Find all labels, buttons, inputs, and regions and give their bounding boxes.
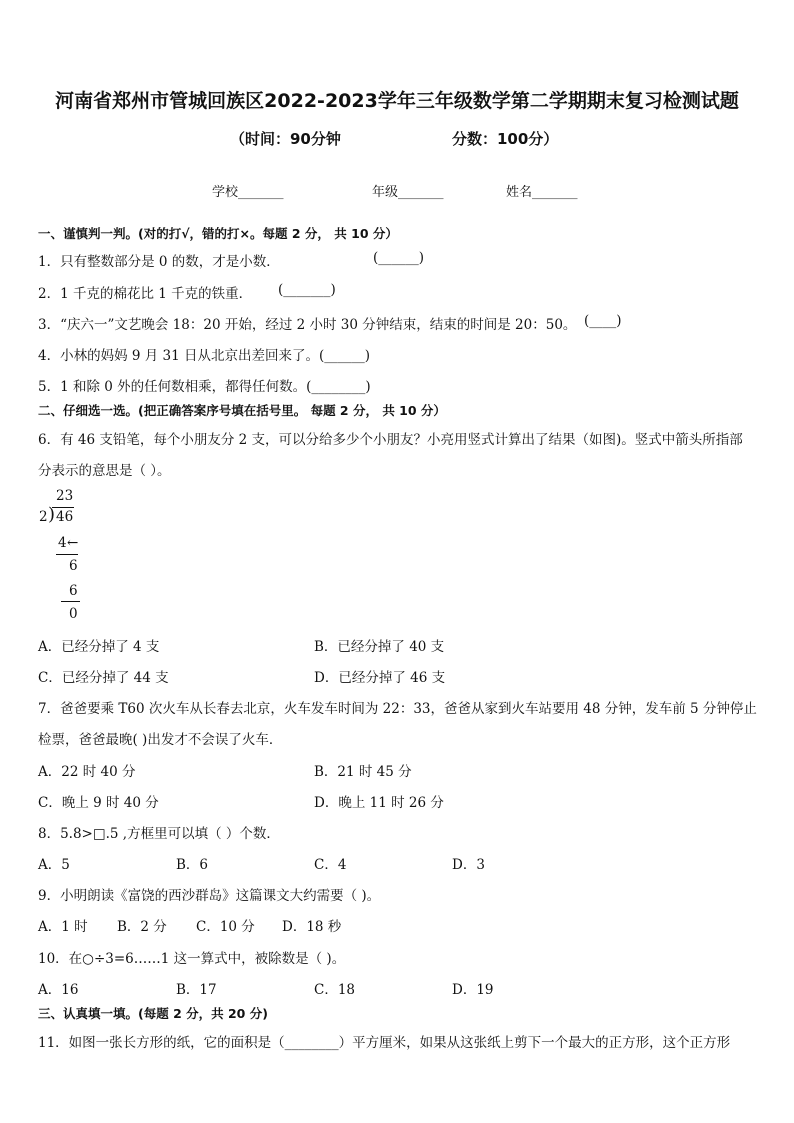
division-quotient: 23 [56,488,74,504]
division-step2: 6 [69,583,78,599]
exam-time: （时间：90分钟 [230,130,341,148]
school-field: 学校_______ [212,185,284,200]
division-remainder2: 0 [69,606,78,622]
answer-blank-3: (____) [584,313,622,329]
q10-option-a: A．16 [38,982,79,998]
q9-option-c: C．10 分 [196,919,255,935]
division-line-2 [61,601,80,602]
question-4: 4．小林的妈妈 9 月 31 日从北京出差回来了。(______) [38,348,371,364]
question-3: 3．“庆六一”文艺晚会 18：20 开始，经过 2 小时 30 分钟结束，结束的时间是 20：50。 [38,317,577,333]
q7-option-d: D．晚上 11 时 26 分 [314,795,444,811]
division-bar [52,507,74,508]
q8-option-a: A．5 [38,857,70,873]
question-9: 9．小明朗读《富饶的西沙群岛》这篇课文大约需要（ )。 [38,888,381,904]
question-8: 8．5.8>□.5 ,方框里可以填（ ）个数． [38,826,280,842]
answer-blank-2: (_______) [278,282,336,298]
q6-option-d: D．已经分掉了 46 支 [314,670,446,686]
q8-option-c: C．4 [314,857,347,873]
q7-option-b: B．21 时 45 分 [314,764,412,780]
division-step1: 4 [58,535,67,551]
section-heading-2: 二、仔细选一选。(把正确答案序号填在括号里。 每题 2 分， 共 10 分） [38,403,446,418]
q10-option-c: C．18 [314,982,356,998]
q7-option-a: A．22 时 40 分 [38,764,136,780]
q9-option-d: D．18 秒 [282,919,342,935]
question-7-line2: 检票，爸爸最晚( )出发才不会误了火车． [38,732,283,748]
division-line-1 [56,554,78,555]
question-6-line2: 分表示的意思是（ ）。 [38,463,171,479]
question-11: 11．如图一张长方形的纸，它的面积是（________）平方厘米，如果从这张纸上剪下一个最大的正方形，这个正方形 [38,1035,731,1051]
arrow-left-icon: ← [67,535,79,551]
q10-option-d: D．19 [452,982,494,998]
exam-score: 分数：100分） [452,130,559,148]
page-title: 河南省郑州市管城回族区2022-2023学年三年级数学第二学期期末复习检测试题 [55,90,739,112]
division-divisor: 2 [39,509,48,525]
section-heading-3: 三、认真填一填。(每题 2 分，共 20 分) [38,1006,268,1021]
q9-option-b: B．2 分 [117,919,167,935]
q6-option-b: B．已经分掉了 40 支 [314,639,445,655]
section-heading-1: 一、谨慎判一判。(对的打√，错的打×。每题 2 分， 共 10 分） [38,226,398,241]
answer-blank-1: (______) [373,250,425,266]
question-10: 10．在○÷3=6……1 这一算式中，被除数是（ )。 [38,951,346,967]
q10-option-b: B．17 [176,982,217,998]
q7-option-c: C．晚上 9 时 40 分 [38,795,159,811]
q6-option-a: A．已经分掉了 4 支 [38,639,160,655]
grade-field: 年级_______ [372,185,444,200]
q8-option-b: B．6 [176,857,209,873]
question-1: 1．只有整数部分是 0 的数，才是小数． [38,254,280,270]
q8-option-d: D．3 [452,857,485,873]
question-7-line1: 7．爸爸要乘 T60 次火车从长春去北京，火车发车时间为 22：33，爸爸从家到火车站要用 48 分钟，发车前 5 分钟停止 [38,701,757,717]
q9-option-a: A．1 时 [38,919,88,935]
question-6-line1: 6．有 46 支铅笔，每个小朋友分 2 支，可以分给多少个小朋友？小亮用竖式计算出了结果（如图)。竖式中箭头所指部 [38,432,743,448]
question-5: 5．1 和除 0 外的任何数相乘，都得任何数。(________) [38,379,371,395]
division-bracket: ) [48,504,56,525]
division-dividend: 46 [56,509,74,525]
question-2: 2．1 千克的棉花比 1 千克的铁重． [38,286,253,302]
q6-option-c: C．已经分掉了 44 支 [38,670,169,686]
name-field: 姓名_______ [506,185,578,200]
division-remainder1: 6 [69,558,78,574]
